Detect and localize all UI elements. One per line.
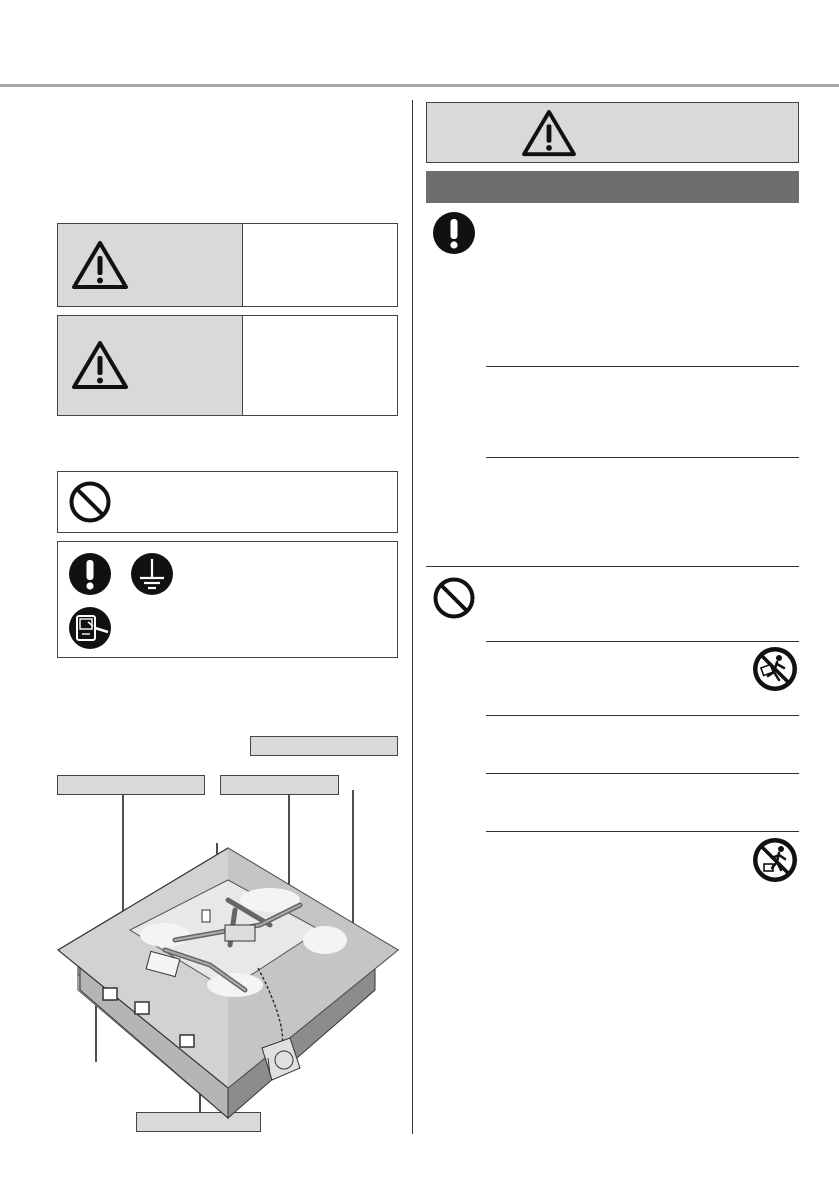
divider-rule <box>486 457 799 458</box>
no-hands-icon <box>752 837 798 883</box>
installation-house-diagram <box>50 790 410 1130</box>
column-divider <box>412 100 413 1134</box>
warning-legend-box <box>57 223 398 307</box>
mandatory-icon <box>68 552 112 596</box>
caution-legend-symbol-cell <box>58 316 243 415</box>
caution-legend-box <box>57 315 398 416</box>
divider-rule <box>486 831 799 832</box>
warning-triangle-icon <box>70 339 130 391</box>
prohibited-icon <box>432 576 476 620</box>
warning-triangle-icon <box>70 239 130 291</box>
mandatory-icon <box>432 211 476 255</box>
prohibited-symbol-box <box>57 471 398 533</box>
mandatory-symbols-box <box>57 541 398 658</box>
prohibited-icon <box>68 480 112 524</box>
divider-rule <box>486 366 799 367</box>
unplug-icon <box>68 606 112 650</box>
warning-triangle-icon <box>520 108 578 158</box>
divider-rule <box>486 773 799 774</box>
section-header-bar <box>426 171 799 203</box>
section-divider-rule <box>426 566 799 567</box>
ground-icon <box>130 552 174 596</box>
warning-legend-symbol-cell <box>58 224 243 306</box>
divider-rule <box>486 715 799 716</box>
divider-rule <box>486 641 799 642</box>
warning-header-box <box>426 102 799 163</box>
header-rule <box>0 84 839 87</box>
diagram-label-1 <box>250 736 398 756</box>
no-touch-icon <box>752 646 798 692</box>
